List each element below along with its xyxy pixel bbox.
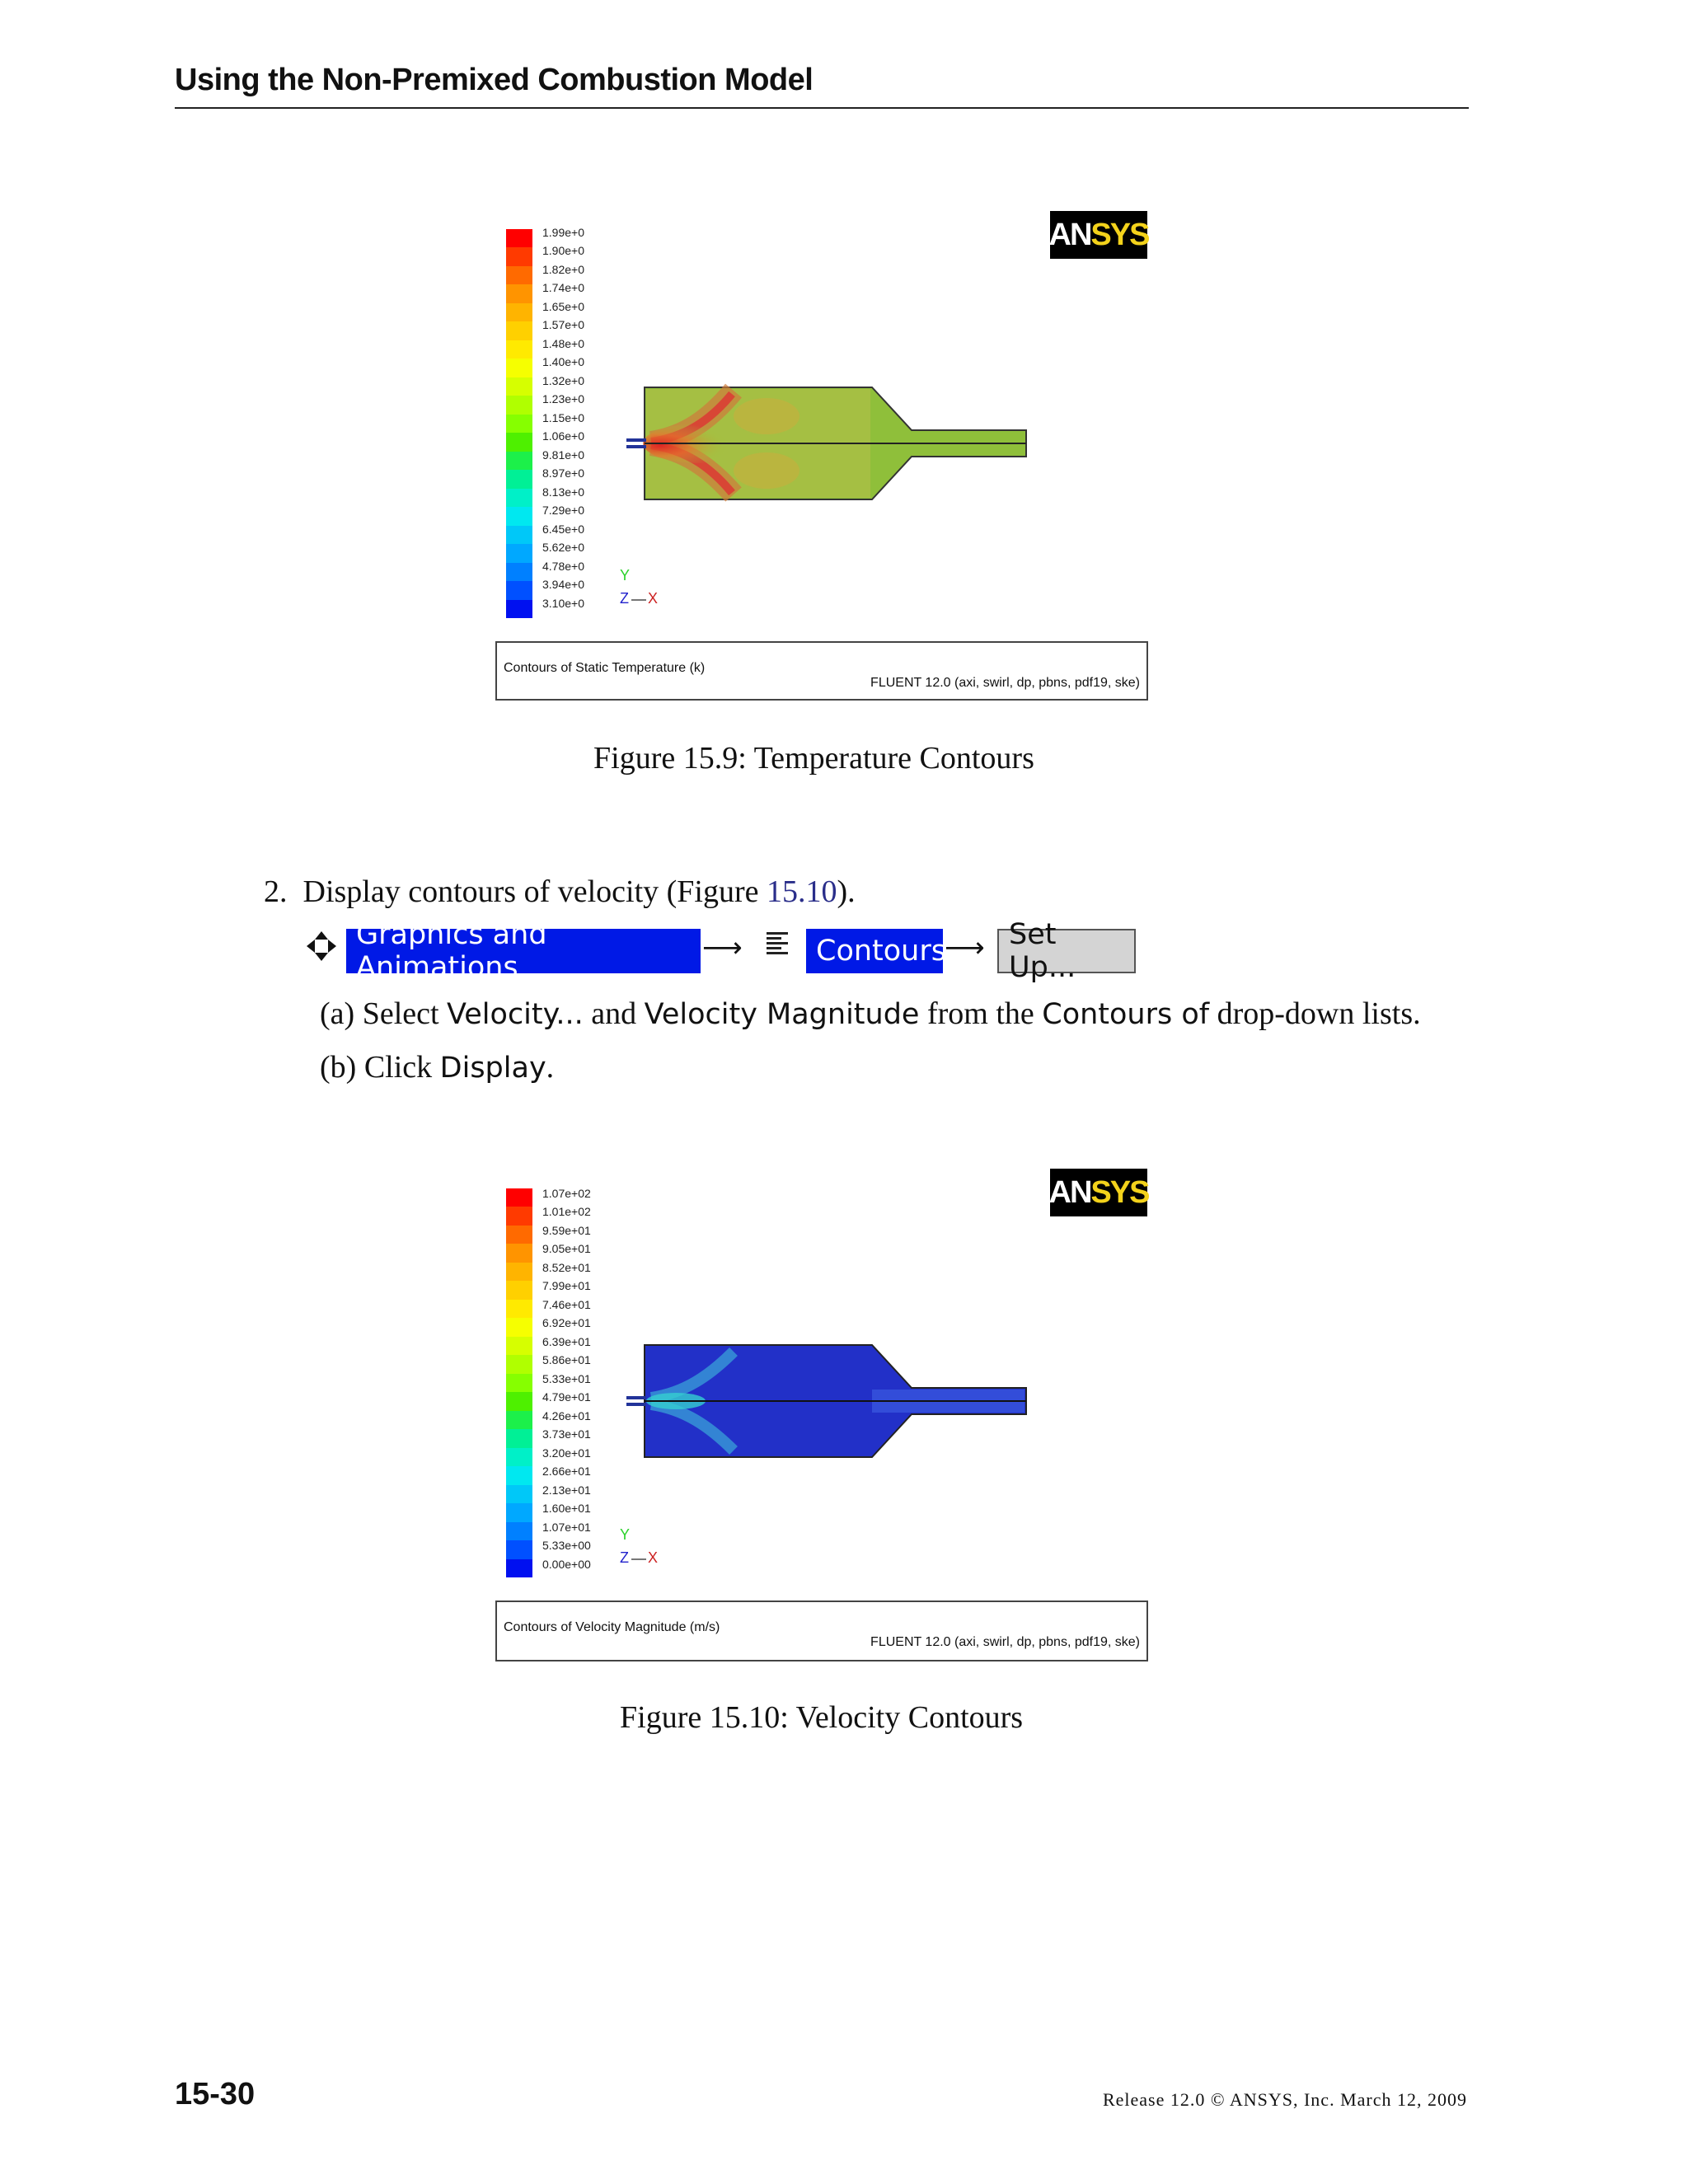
legend-value: 3.94e+0 [542,578,584,592]
legend-value: 2.13e+01 [542,1483,591,1497]
solver-info: FLUENT 12.0 (axi, swirl, dp, pbns, pdf19, ske) [870,676,1140,690]
legend-value: 1.15e+0 [542,410,584,424]
legend-swatch [506,303,532,322]
legend-swatch [506,359,532,377]
legend-value: 8.97e+0 [542,466,584,480]
axis-z-label: Z [620,1549,629,1566]
legend-swatch [506,1226,532,1244]
legend-swatch [506,340,532,359]
legend-swatch [506,526,532,545]
axis-x-line [631,599,646,601]
legend-value: 1.01e+02 [542,1205,591,1219]
legend-value: 1.90e+0 [542,244,584,258]
legend-value: 5.33e+01 [542,1371,591,1385]
legend-value: 4.26e+01 [542,1408,591,1422]
legend-value: 6.39e+01 [542,1334,591,1348]
axis-x-line [631,1558,646,1560]
legend-swatch [506,1522,532,1541]
figure-reference-link[interactable]: 15.10 [767,874,837,909]
legend-value: 4.79e+01 [542,1390,591,1404]
legend-swatch [506,1392,532,1411]
legend-swatch [506,563,532,582]
legend-swatch [506,1448,532,1467]
ansys-logo: AN SYS [1050,1169,1147,1216]
axis-y-label: Y [620,1526,631,1543]
color-legend [506,229,532,618]
legend-value: 5.86e+01 [542,1353,591,1367]
substep-a: (a) Select Velocity... and Velocity Magnitude from the Contours of drop-down lists. [320,996,1421,1031]
axis-x-label: X [648,1549,659,1566]
figure-velocity [495,1164,1154,1662]
legend-labels [542,206,608,618]
solver-info: FLUENT 12.0 (axi, swirl, dp, pbns, pdf19, ske) [870,1635,1140,1649]
legend-value: 1.74e+0 [542,281,584,295]
contours-button[interactable]: Contours [806,929,943,973]
legend-value: 7.99e+01 [542,1279,591,1293]
graphics-and-animations-button[interactable]: Graphics and Animations [346,929,701,973]
legend-swatch [506,229,532,248]
color-legend [506,1188,532,1577]
legend-swatch [506,1244,532,1263]
legend-value: 3.73e+01 [542,1427,591,1441]
legend-swatch [506,1429,532,1448]
legend-swatch [506,1503,532,1522]
legend-swatch [506,1355,532,1374]
figure-temperature [495,206,1154,701]
legend-value: 1.60e+01 [542,1502,591,1516]
page-number: 15-30 [175,2077,256,2111]
axis-z-label: Z [620,590,629,607]
header-rule [175,107,1469,109]
legend-value: 1.40e+0 [542,355,584,369]
figure-caption: Figure 15.9: Temperature Contours [593,741,1034,776]
legend-swatch [506,1318,532,1337]
release-notice: Release 12.0 © ANSYS, Inc. March 12, 2009 [1102,2089,1467,2110]
legend-value: 1.07e+01 [542,1520,591,1534]
axis-y-label: Y [620,567,631,583]
substep-b: (b) Click Display. [320,1050,555,1085]
legend-value: 9.81e+0 [542,448,584,462]
legend-value: 5.62e+0 [542,541,584,555]
legend-swatch [506,1466,532,1485]
plot-caption-box [495,641,1148,701]
legend-swatch [506,1485,532,1504]
legend-swatch [506,284,532,303]
plot-title: Contours of Velocity Magnitude (m/s) [504,1620,720,1634]
legend-swatch [506,507,532,526]
legend-swatch [506,377,532,396]
step-2: 2. Display contours of velocity (Figure 15.10). [264,874,856,909]
contours-list-icon [765,930,793,958]
legend-swatch [506,321,532,340]
legend-value: 9.59e+01 [542,1223,591,1237]
legend-swatch [506,396,532,415]
axis-x-label: X [648,590,659,607]
legend-swatch [506,1540,532,1559]
legend-value: 1.07e+02 [542,1187,591,1200]
legend-value: 1.06e+0 [542,429,584,443]
legend-swatch [506,1207,532,1226]
legend-swatch [506,433,532,452]
legend-value: 1.32e+0 [542,373,584,387]
legend-swatch [506,544,532,563]
legend-value: 9.05e+01 [542,1242,591,1256]
legend-value: 7.29e+0 [542,504,584,518]
legend-value: 0.00e+00 [542,1557,591,1571]
legend-value: 1.82e+0 [542,262,584,276]
legend-swatch [506,600,532,619]
legend-value: 8.13e+0 [542,485,584,499]
legend-swatch [506,489,532,508]
velocity-contour-plot [610,1329,1039,1543]
legend-swatch [506,1337,532,1356]
temperature-contour-plot [610,371,1039,585]
legend-swatch [506,1374,532,1393]
navigation-pane-icon [305,930,338,963]
legend-swatch [506,1263,532,1282]
legend-value: 8.52e+01 [542,1260,591,1274]
path-arrow: ⟶ [702,931,743,964]
legend-value: 5.33e+00 [542,1539,591,1553]
legend-swatch [506,1188,532,1207]
legend-swatch [506,581,532,600]
legend-value: 1.65e+0 [542,299,584,313]
legend-value: 1.57e+0 [542,318,584,332]
figure-caption: Figure 15.10: Velocity Contours [620,1700,1024,1735]
legend-swatch [506,1411,532,1430]
set-up-button[interactable]: Set Up... [997,929,1136,973]
legend-swatch [506,247,532,266]
legend-value: 1.48e+0 [542,336,584,350]
legend-value: 1.99e+0 [542,226,584,239]
legend-swatch [506,1300,532,1319]
legend-value: 1.23e+0 [542,392,584,406]
legend-value: 7.46e+01 [542,1297,591,1311]
legend-value: 3.10e+0 [542,596,584,610]
legend-labels [542,1165,595,1577]
legend-value: 6.45e+0 [542,522,584,536]
running-header: Using the Non-Premixed Combustion Model [175,63,814,97]
plot-caption-box [495,1601,1148,1661]
legend-swatch [506,266,532,285]
legend-swatch [506,1559,532,1578]
legend-value: 4.78e+0 [542,559,584,573]
legend-swatch [506,452,532,471]
legend-swatch [506,415,532,434]
legend-value: 3.20e+01 [542,1446,591,1460]
legend-swatch [506,470,532,489]
legend-swatch [506,1281,532,1300]
ansys-logo: AN SYS [1050,211,1147,259]
legend-value: 6.92e+01 [542,1316,591,1330]
plot-title: Contours of Static Temperature (k) [504,661,706,675]
path-arrow: ⟶ [945,931,985,964]
legend-value: 2.66e+01 [542,1465,591,1479]
